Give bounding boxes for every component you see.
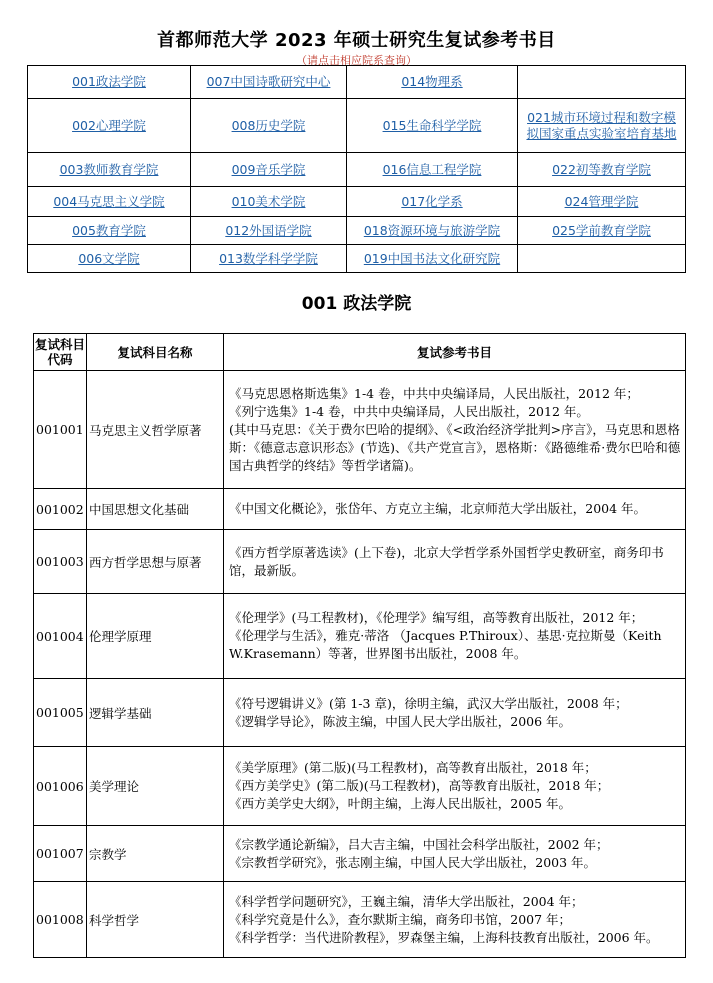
department-link[interactable]: 015生命科学学院 — [382, 117, 482, 133]
ref-line: 《科学哲学：当代进阶教程》，罗森堡主编，上海科技教育出版社，2006 年。 — [229, 929, 659, 945]
department-link[interactable]: 007中国诗歌研究中心 — [206, 74, 331, 89]
department-cell — [28, 66, 191, 99]
ref-line: 《中国文化概论》，张岱年、方克立主编，北京师范大学出版社，2004 年。 — [229, 501, 647, 516]
subject-code: 001008 — [34, 882, 87, 958]
subject-refs — [224, 489, 686, 530]
department-cell — [518, 153, 686, 187]
department-cell — [347, 187, 518, 217]
ref-line: 《列宁选集》1-4 卷，中共中央编译局，人民出版社，2012 年。 — [229, 403, 589, 419]
department-link[interactable]: 004马克思主义学院 — [53, 193, 165, 209]
reference-books-table — [33, 333, 686, 958]
department-cell — [28, 245, 191, 273]
department-link[interactable]: 016信息工程学院 — [382, 161, 482, 177]
department-cell — [191, 153, 347, 187]
department-cell — [191, 66, 347, 99]
subject-code: 001001 — [34, 371, 87, 489]
department-link[interactable]: 024管理学院 — [564, 193, 639, 209]
department-link[interactable]: 012外国语学院 — [225, 222, 312, 238]
subject-refs — [224, 679, 686, 747]
ref-line: 《逻辑学导论》，陈波主编，中国人民大学出版社，2006 年。 — [229, 713, 572, 729]
table-row — [34, 371, 686, 489]
subject-name: 宗教学 — [87, 826, 224, 882]
department-link[interactable]: 002心理学院 — [72, 117, 146, 133]
department-cell — [191, 245, 347, 273]
department-cell — [518, 187, 686, 217]
subject-name: 科学哲学 — [87, 882, 224, 958]
department-cell — [518, 245, 686, 273]
department-link[interactable]: 025学前教育学院 — [552, 222, 651, 238]
table-row — [34, 826, 686, 882]
ref-line: (其中马克思：《关于费尔巴哈的提纲》、《<政治经济学批判>序言》，马克思和恩格斯：《德意志意识形态》(节选)、《共产党宣言》，恩格斯：《路德维希·费尔巴哈和德国古典哲学的终结》等哲学诸篇)。 — [229, 421, 681, 473]
department-cell — [191, 217, 347, 245]
subject-code: 001002 — [34, 489, 87, 530]
department-link[interactable]: 006文学院 — [78, 250, 140, 266]
subject-code: 001003 — [34, 530, 87, 594]
subject-name: 中国思想文化基础 — [87, 489, 224, 530]
page-subtitle: （请点击相应院系查询） — [296, 54, 417, 67]
ref-line: 《科学究竟是什么》，查尔默斯主编，商务印书馆，2007 年； — [229, 911, 572, 927]
ref-line: 《伦理学与生活》，雅克·蒂洛 （Jacques P.Thiroux）、基思·克拉斯曼（Keith W.Krasemann）等著，世界图书出版社，2008 年。 — [229, 628, 662, 661]
department-cell — [347, 153, 518, 187]
department-link[interactable]: 018资源环境与旅游学院 — [363, 222, 501, 238]
department-link[interactable]: 022初等教育学院 — [552, 161, 651, 177]
ref-line: 《西方美学史大纲》，叶朗主编，上海人民出版社，2005 年。 — [229, 796, 572, 811]
ref-line: 《西方美学史》(第二版)(马工程教材)，高等教育出版社，2018 年； — [229, 778, 610, 793]
subject-name: 美学理论 — [87, 747, 224, 826]
table-row — [34, 594, 686, 679]
department-cell — [347, 99, 518, 153]
subject-name: 伦理学原理 — [87, 594, 224, 679]
subject-refs — [224, 530, 686, 594]
department-link[interactable]: 008历史学院 — [231, 117, 306, 133]
department-link[interactable]: 017化学系 — [401, 193, 463, 209]
department-link[interactable]: 014物理系 — [401, 74, 463, 89]
department-link[interactable]: 021城市环境过程和数字模拟国家重点实验室培育基地 — [526, 109, 677, 141]
ref-line: 《宗教哲学研究》，张志刚主编，中国人民大学出版社，2003 年。 — [229, 854, 597, 870]
table-row — [34, 530, 686, 594]
department-cell — [347, 245, 518, 273]
department-link[interactable]: 010美术学院 — [231, 193, 306, 209]
department-link[interactable]: 013数学科学学院 — [219, 250, 318, 266]
department-link[interactable]: 003教师教育学院 — [59, 161, 159, 177]
department-cell — [347, 217, 518, 245]
department-cell — [518, 217, 686, 245]
department-cell — [347, 66, 518, 99]
department-cell — [28, 153, 191, 187]
subject-refs — [224, 882, 686, 958]
subject-code: 001007 — [34, 826, 87, 882]
table-row — [34, 679, 686, 747]
table-row — [34, 882, 686, 958]
ref-line: 《科学哲学问题研究》，王巍主编，清华大学出版社，2004 年； — [229, 893, 584, 909]
ref-line: 《符号逻辑讲义》(第 1-3 章)，徐明主编，武汉大学出版社，2008 年； — [229, 695, 628, 711]
subject-name: 逻辑学基础 — [87, 679, 224, 747]
header-name: 复试科目名称 — [87, 334, 224, 371]
subject-refs — [224, 747, 686, 826]
table-row — [34, 747, 686, 826]
subject-refs — [224, 594, 686, 679]
department-cell — [28, 99, 191, 153]
subject-refs — [224, 371, 686, 489]
department-link[interactable]: 019中国书法文化研究院 — [363, 250, 501, 266]
ref-line: 《伦理学》(马工程教材)，《伦理学》编写组，高等教育出版社，2012 年； — [229, 610, 644, 625]
department-cell — [28, 187, 191, 217]
subject-name: 马克思主义哲学原著 — [87, 371, 224, 489]
ref-line: 《西方哲学原著选读》(上下卷)，北京大学哲学系外国哲学史教研室，商务印书馆，最新版。 — [229, 544, 664, 578]
department-link[interactable]: 005教育学院 — [72, 222, 146, 238]
ref-line: 《美学原理》(第二版)(马工程教材)，高等教育出版社，2018 年； — [229, 760, 597, 775]
subject-name: 西方哲学思想与原著 — [87, 530, 224, 594]
department-cell — [191, 99, 347, 153]
subject-refs — [224, 826, 686, 882]
ref-line: 《宗教学通论新编》，吕大吉主编，中国社会科学出版社，2002 年； — [229, 836, 609, 852]
section-title: 001 政法学院 — [301, 294, 412, 314]
subject-code: 001006 — [34, 747, 87, 826]
header-code: 复试科目代码 — [34, 334, 87, 371]
department-link[interactable]: 009音乐学院 — [231, 161, 306, 177]
department-nav-table — [27, 65, 686, 273]
department-link[interactable]: 001政法学院 — [72, 74, 146, 89]
ref-line: 《马克思恩格斯选集》1-4 卷，中共中央编译局，人民出版社，2012 年； — [229, 385, 639, 401]
page-title: 首都师范大学 2023 年硕士研究生复试参考书目 — [157, 30, 556, 51]
department-cell — [518, 99, 686, 153]
department-cell — [28, 217, 191, 245]
table-row — [34, 489, 686, 530]
subject-code: 001004 — [34, 594, 87, 679]
subject-code: 001005 — [34, 679, 87, 747]
header-refs: 复试参考书目 — [224, 334, 686, 371]
department-cell — [191, 187, 347, 217]
department-cell — [518, 66, 686, 99]
